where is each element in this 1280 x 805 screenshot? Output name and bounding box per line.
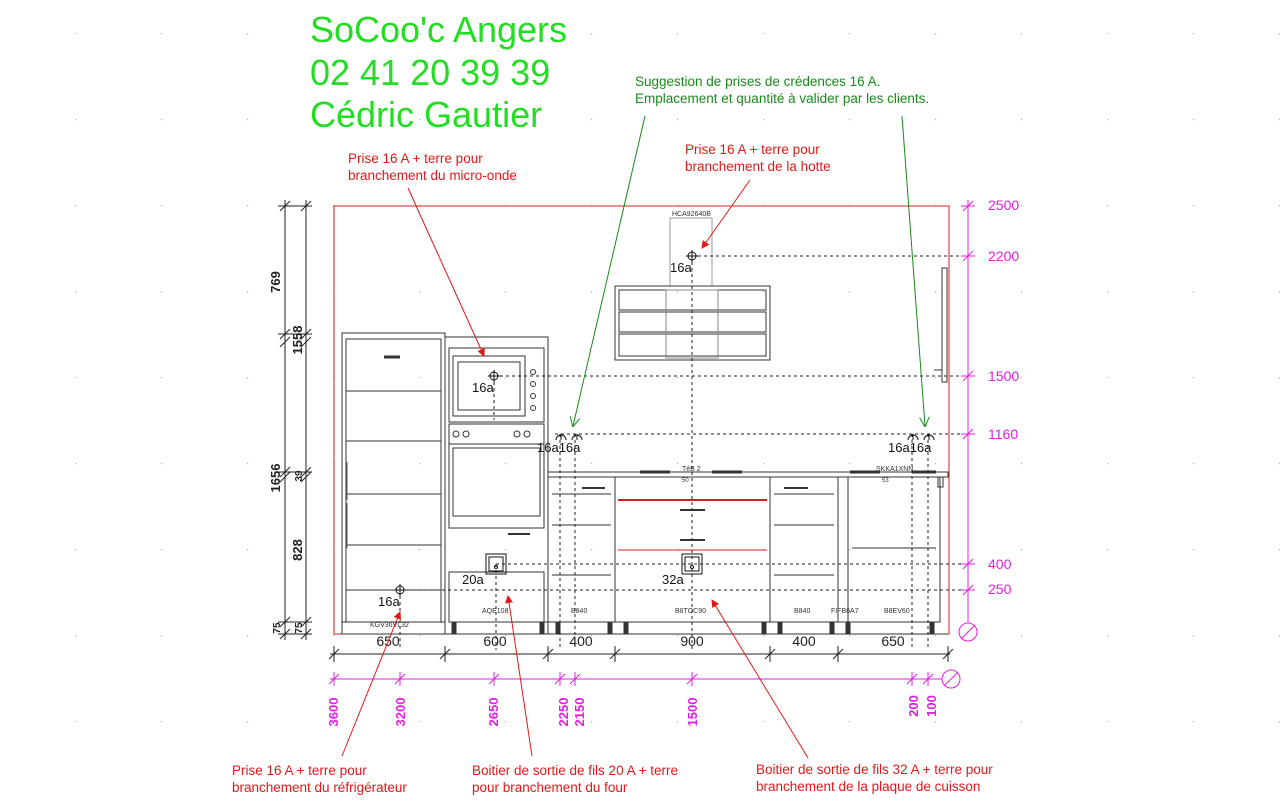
width-650-left: 650 [376,633,400,649]
width-dimension-line [329,646,953,662]
grid-dot [1107,119,1108,120]
grid-dot [247,119,248,120]
grid-dot [591,549,592,550]
pos-3200: 3200 [393,697,408,727]
fridge-ref-label: KGV36VL32 [370,622,409,629]
grid-dot [1107,549,1108,550]
hood-socket-label: 16a [670,260,692,275]
height-2500: 2500 [988,197,1020,213]
grid-dot [763,635,764,636]
base-unit-400-right-ref: B840 [794,608,811,615]
grid-dot [935,119,936,120]
oven-column-ref-label: AQE108 [482,608,509,615]
grid-dot [75,721,76,722]
grid-dot [849,377,850,378]
grid-dot [849,635,850,636]
oven-note-line2: pour branchement du four [472,780,628,795]
grid-dot [1021,463,1022,464]
grid-dot [75,205,76,206]
grid-dot [591,377,592,378]
grid-dot [1021,635,1022,636]
grid-dot [935,721,936,722]
microwave-note-line1: Prise 16 A + terre pour [348,151,483,166]
dim-828: 828 [290,539,305,561]
hob-unit-ref: B8TOC90 [675,608,706,615]
grid-dot [1193,291,1194,292]
hood-ref: HCA92640B [672,211,711,218]
grid-dot [161,635,162,636]
grid-dot [935,635,936,636]
grid-dot [1107,635,1108,636]
grid-dot [419,291,420,292]
hood-note [685,141,831,175]
grid-dot [935,463,936,464]
credence-note-line1: Suggestion de prises de crédences 16 A. [635,74,881,89]
grid-dot [677,377,678,378]
hob-ref-sub: 50 [682,478,689,484]
grid-dot [1021,119,1022,120]
credence-note [635,73,929,107]
grid-dot [75,463,76,464]
grid-dot [1193,33,1194,34]
fridge-note-line1: Prise 16 A + terre pour [232,763,367,778]
fridge-note [232,762,407,796]
grid-dot [247,377,248,378]
grid-dot [247,291,248,292]
grid-dot [1193,377,1194,378]
leader-credence-left [573,116,645,426]
filler-ref: FIFB6A7 [831,608,859,615]
microwave-socket-label: 16a [472,380,494,395]
width-650-right: 650 [881,633,905,649]
grid-dot [849,33,850,34]
credence-note-line2: Emplacement et quantité à valider par les clients. [635,91,930,106]
grid-dot [505,377,506,378]
microwave-note-line2: branchement du micro-onde [348,168,517,183]
grid-dot [849,119,850,120]
leader-oven [508,596,532,756]
grid-dot [1021,549,1022,550]
grid-dot [1193,721,1194,722]
grid-dot [677,635,678,636]
dim-75-a: 75 [272,622,283,634]
dim-1656: 1656 [268,463,283,493]
grid-dot [1193,635,1194,636]
hob-note [756,761,993,795]
grid-dot [75,377,76,378]
side-fixture [934,268,947,382]
credence-left-label: 16a16a [537,440,581,455]
grid-dot [161,119,162,120]
base-unit-400-right [770,477,838,622]
grid-dot [763,377,764,378]
hood-note-line2: branchement de la hotte [685,159,831,174]
grid-dot [677,291,678,292]
level-lines [400,256,968,650]
grid-dot [161,463,162,464]
grid-dot [1021,33,1022,34]
grid-dot [247,549,248,550]
grid-dot [1107,377,1108,378]
oven-note [472,762,678,796]
width-400-left: 400 [569,633,593,649]
height-400: 400 [988,556,1012,572]
grid-dot [591,463,592,464]
company-name: SoCoo'c Angers [310,9,568,50]
grid-dot [935,291,936,292]
grid-dot [1193,549,1194,550]
grid-dot [591,721,592,722]
oven-note-line1: Boitier de sortie de fils 20 A + terre [472,763,678,778]
sink-unit-650 [838,472,943,622]
fridge-column [342,333,445,634]
grid-dot [333,635,334,636]
grid-dot [247,33,248,34]
width-900: 900 [680,633,704,649]
grid-dot [161,33,162,34]
leader-credence-right [902,116,925,426]
pos-100: 100 [924,695,939,717]
leader-microwave [408,188,484,356]
base-unit-400-left [548,477,615,622]
wall-outline [334,206,949,634]
phone-number: 02 41 20 39 39 [310,52,551,93]
pos-2250: 2250 [556,697,571,727]
sink-unit-ref: B8EV60 [884,608,910,615]
grid-dot [75,549,76,550]
grid-dot [849,721,850,722]
dim-1558: 1558 [290,325,305,355]
grid-dot [591,33,592,34]
grid-dot [75,635,76,636]
microwave-note [348,150,517,184]
hob-note-line2: branchement de la plaque de cuisson [756,779,981,794]
height-1160: 1160 [988,426,1019,442]
grid-dot [935,549,936,550]
grid-dot [419,463,420,464]
position-dimension-line [329,670,960,688]
grid-dot [161,549,162,550]
grid-dot [763,33,764,34]
background-grid-dots [75,33,1280,722]
grid-dot [763,721,764,722]
grid-dot [1021,291,1022,292]
grid-dot [161,205,162,206]
grid-dot [505,463,506,464]
grid-dot [677,33,678,34]
hob-box-label: 32a [662,572,684,587]
left-dimension-lines [278,200,312,640]
dim-39: 39 [294,470,305,482]
grid-dot [591,119,592,120]
grid-dot [75,119,76,120]
height-250: 250 [988,581,1012,597]
grid-dot [505,291,506,292]
grid-dot [849,549,850,550]
grid-dot [1107,33,1108,34]
contact-name: Cédric Gautier [310,94,543,135]
fridge-note-line2: branchement du réfrigérateur [232,780,407,795]
grid-dot [1021,205,1022,206]
width-600: 600 [483,633,507,649]
grid-dot [763,291,764,292]
grid-dot [677,721,678,722]
hob-note-line1: Boitier de sortie de fils 32 A + terre pour [756,762,993,777]
credence-right-label: 16a16a [888,440,932,455]
grid-dot [75,33,76,34]
height-1500: 1500 [988,368,1020,384]
plinth [342,622,948,634]
base-unit-400-left-ref: B840 [571,608,588,615]
grid-dot [247,635,248,636]
hood-note-line1: Prise 16 A + terre pour [685,142,820,157]
grid-dot [161,291,162,292]
socket-symbols [394,250,934,596]
grid-dot [1107,721,1108,722]
grid-dot [1021,721,1022,722]
grid-dot [1193,463,1194,464]
sink-ref: SKKA1XNN [876,466,914,473]
grid-dot [247,721,248,722]
height-2200: 2200 [988,248,1020,264]
grid-dot [1021,377,1022,378]
oven-box-label: 20a [462,572,484,587]
grid-dot [419,377,420,378]
pos-3600: 3600 [326,697,341,727]
grid-dot [1193,205,1194,206]
sink-ref-sub: 53 [882,478,889,484]
hob-ref: TéB 2 [682,466,701,473]
grid-dot [247,463,248,464]
width-400-right: 400 [792,633,816,649]
grid-dot [849,463,850,464]
height-dimension-line [959,200,977,641]
grid-dot [1107,205,1108,206]
grid-dot [505,549,506,550]
dim-75-b: 75 [294,622,305,634]
grid-dot [849,291,850,292]
grid-dot [591,291,592,292]
grid-dot [935,377,936,378]
dim-769: 769 [268,271,283,293]
grid-dot [419,721,420,722]
pos-1500: 1500 [685,697,700,727]
grid-dot [677,463,678,464]
grid-dot [505,721,506,722]
pos-2150: 2150 [572,697,587,727]
pos-2650: 2650 [486,697,501,727]
grid-dot [75,291,76,292]
grid-dot [763,119,764,120]
grid-dot [161,721,162,722]
grid-dot [419,635,420,636]
grid-dot [1107,291,1108,292]
grid-dot [677,119,678,120]
grid-dot [419,549,420,550]
grid-dot [1107,463,1108,464]
grid-dot [763,463,764,464]
grid-dot [247,205,248,206]
pos-200: 200 [906,695,921,717]
grid-dot [935,33,936,34]
grid-dot [161,377,162,378]
fridge-socket-label: 16a [378,594,400,609]
grid-dot [1193,119,1194,120]
